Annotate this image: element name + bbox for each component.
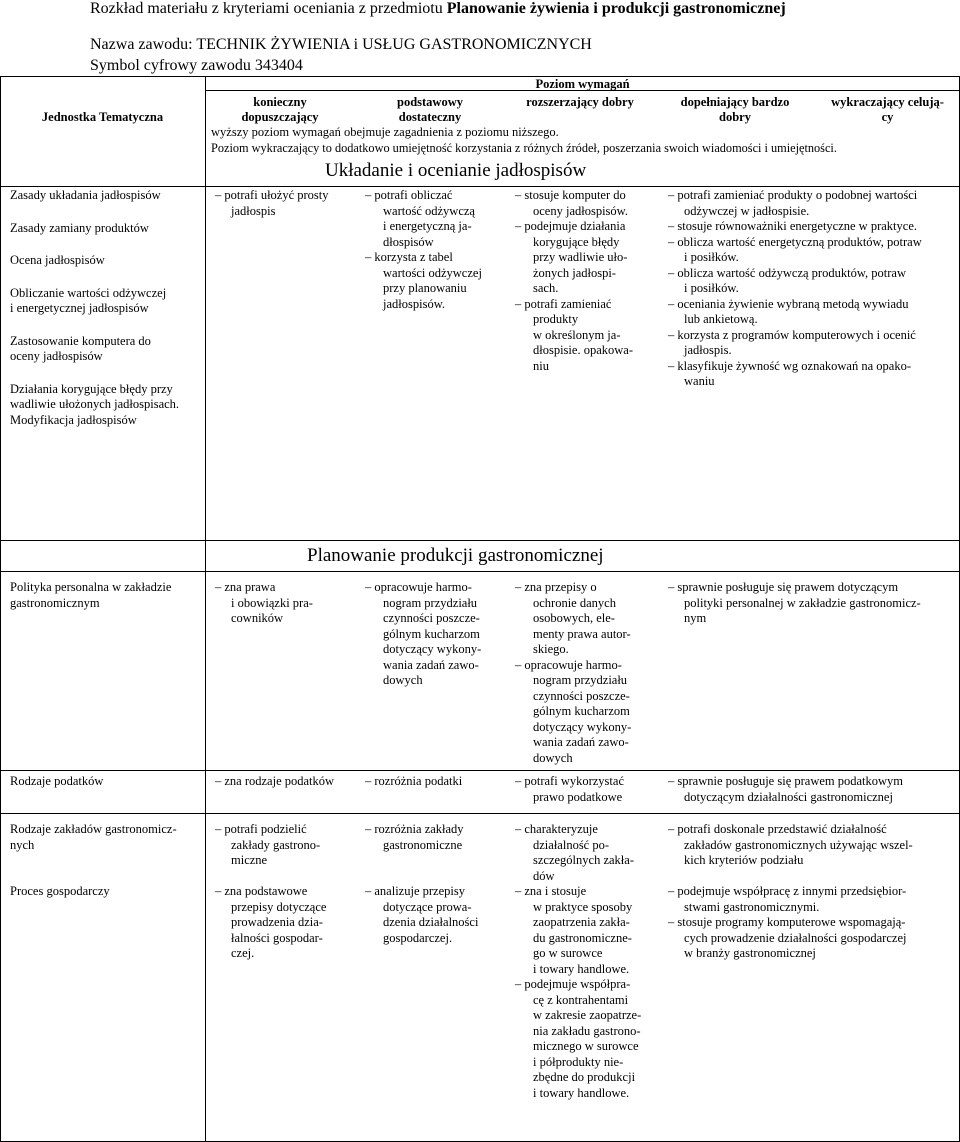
row2-col3: – potrafi wykorzystać prawo podatkowe — [515, 774, 624, 804]
row4-topic: Proces gospodarczy — [10, 884, 110, 898]
section1-topics: Zasady układania jadłospisów Zasady zamiany produktów Ocena jadłospisów Obliczanie wartości odżywczej i energetycznej jadłospisów Zastosowanie komputera do oceny jadłospisów Działania korygujące błędy przy wadliwie ułożonych jadłospisach. Modyfikacja jadłospisów — [10, 188, 180, 427]
section1-title: Układanie i ocenianie jadłospisów — [325, 160, 587, 181]
profession-name: Nazwa zawodu: TECHNIK ŻYWIENIA i USŁUG GASTRONOMICZNYCH — [90, 36, 592, 53]
section1-col3: – stosuje komputer do oceny jadłospisów. – podejmuje działania korygujące błędy przy wadliwie uło- żonych jadłospi- sach. – potrafi zamieniać produkty w określonym ja- dłospisie. opakowa- niu — [515, 188, 633, 373]
row4-col3: – zna i stosuje w praktyce sposoby zaopatrzenia zakła- du gastronomiczne- go w surowce i towary handlowe. – podejmuje współpra- cę z kontrahentami w zakresie zaopatrze- nia zakładu gastrono- micznego w surowce i półprodukty nie- zbędne do produkcji i towary handlowe. — [515, 884, 642, 1100]
row1-topic: Polityka personalna w zakładzie gastronomicznym — [10, 580, 172, 610]
row3-col3: – charakteryzuje działalność po- szczególnych zakła- dów — [515, 822, 634, 883]
section1-top-divider — [0, 186, 960, 187]
section2-title: Planowanie produkcji gastronomicznej — [307, 545, 604, 566]
header-col4: dopełniający bardzo dobry — [680, 95, 790, 124]
section2-subheader-divider — [0, 571, 960, 572]
document-title: Rozkład materiału z kryteriami oceniania z przedmiotu Planowanie żywienia i produkcji gastronomicznej — [90, 0, 786, 17]
row2-col4: – sprawnie posługuje się prawem podatkowym dotyczącym działalności gastronomicznej — [668, 774, 904, 804]
section1-col2: – potrafi obliczać wartość odżywczą i energetyczną ja- dłospisów – korzysta z tabel wartości odżywczej przy planowaniu jadłospisów. — [365, 188, 482, 311]
row3-col4: – potrafi doskonale przedstawić działalność zakładów gastronomicznych używając wszel- kich kryteriów podziału — [668, 822, 913, 867]
row4-col4: – podejmuje współpracę z innymi przedsiębior- stwami gastronomicznymi. – stosuje programy komputerowe wspomagają- cych prowadzenie działalności gospodarczej w branży gastronomicznej — [668, 884, 907, 960]
profession-symbol: Symbol cyfrowy zawodu 343404 — [90, 57, 303, 74]
row4-col1: – zna podstawowe przepisy dotyczące prowadzenia dzia- łalności gospodar- czej. — [215, 884, 327, 960]
header-note-1: wyższy poziom wymagań obejmuje zagadnienia z poziomu niższego. — [211, 125, 559, 139]
header-col3: rozszerzający dobry — [526, 95, 634, 109]
header-col1: konieczny dopuszczający — [241, 95, 319, 124]
row2-topic: Rodzaje podatków — [10, 774, 104, 788]
row2-col2: – rozróżnia podatki — [365, 774, 463, 788]
section2-top-divider — [0, 540, 960, 541]
row-divider-2 — [0, 813, 960, 814]
row1-col4: – sprawnie posługuje się prawem dotyczącym polityki personalnej w zakładzie gastronomicz- nym — [668, 580, 921, 625]
table-left-border — [0, 76, 1, 1142]
row3-col2: – rozróżnia zakłady gastronomiczne — [365, 822, 464, 852]
section1-col1: – potrafi ułożyć prosty jadłospis — [215, 188, 329, 218]
header-unit: Jednostka Tematyczna — [41, 110, 164, 124]
row3-col1: – potrafi podzielić zakłady gastrono- miczne — [215, 822, 321, 867]
header-note-2: Poziom wykraczający to dodatkowo umiejętność korzystania z różnych źródeł, poszerzania swoich wiadomości i umiejętności. — [211, 141, 837, 155]
header-levels: Poziom wymagań — [535, 77, 630, 91]
row1-col1: – zna prawa i obowiązki pra- cowników — [215, 580, 313, 625]
header-col5: wykraczający celują- cy — [831, 95, 944, 124]
row3-topic: Rodzaje zakładów gastronomicz- nych — [10, 822, 177, 852]
row1-col3: – zna przepisy o ochronie danych osobowych, ele- menty prawa autor- skiego. – opracowuje harmo- nogram przydziału czynności poszcze- gólnym kucharzom dotyczący wykony- wania zadań zawo- dowych — [515, 580, 632, 765]
section1-col4: – potrafi zamieniać produkty o podobnej wartości odżywczej w jadłospisie. – stosuje równoważniki energetyczne w praktyce. – oblicza wartość energetyczną produktów, potraw i posiłków. – oblicza wartość odżywczą produktów, potraw i posiłków. – oceniania żywienie wybraną metodą wywiadu lub ankietową. – korzysta z programów komputerowych i ocenić jadłospis. – klasyfikuje żywność wg oznakowań na opako- waniu — [668, 188, 922, 388]
unit-column-divider — [205, 76, 206, 1142]
row-divider-1 — [0, 770, 960, 771]
header-col2: podstawowy dostateczny — [397, 95, 463, 124]
row4-col2: – analizuje przepisy dotyczące prowa- dzenia działalności gospodarczej. — [365, 884, 479, 945]
row2-col1: – zna rodzaje podatków — [215, 774, 335, 788]
row1-col2: – opracowuje harmo- nogram przydziału czynności poszcze- gólnym kucharzom dotyczący wykony- wania zadań zawo- dowych — [365, 580, 482, 687]
